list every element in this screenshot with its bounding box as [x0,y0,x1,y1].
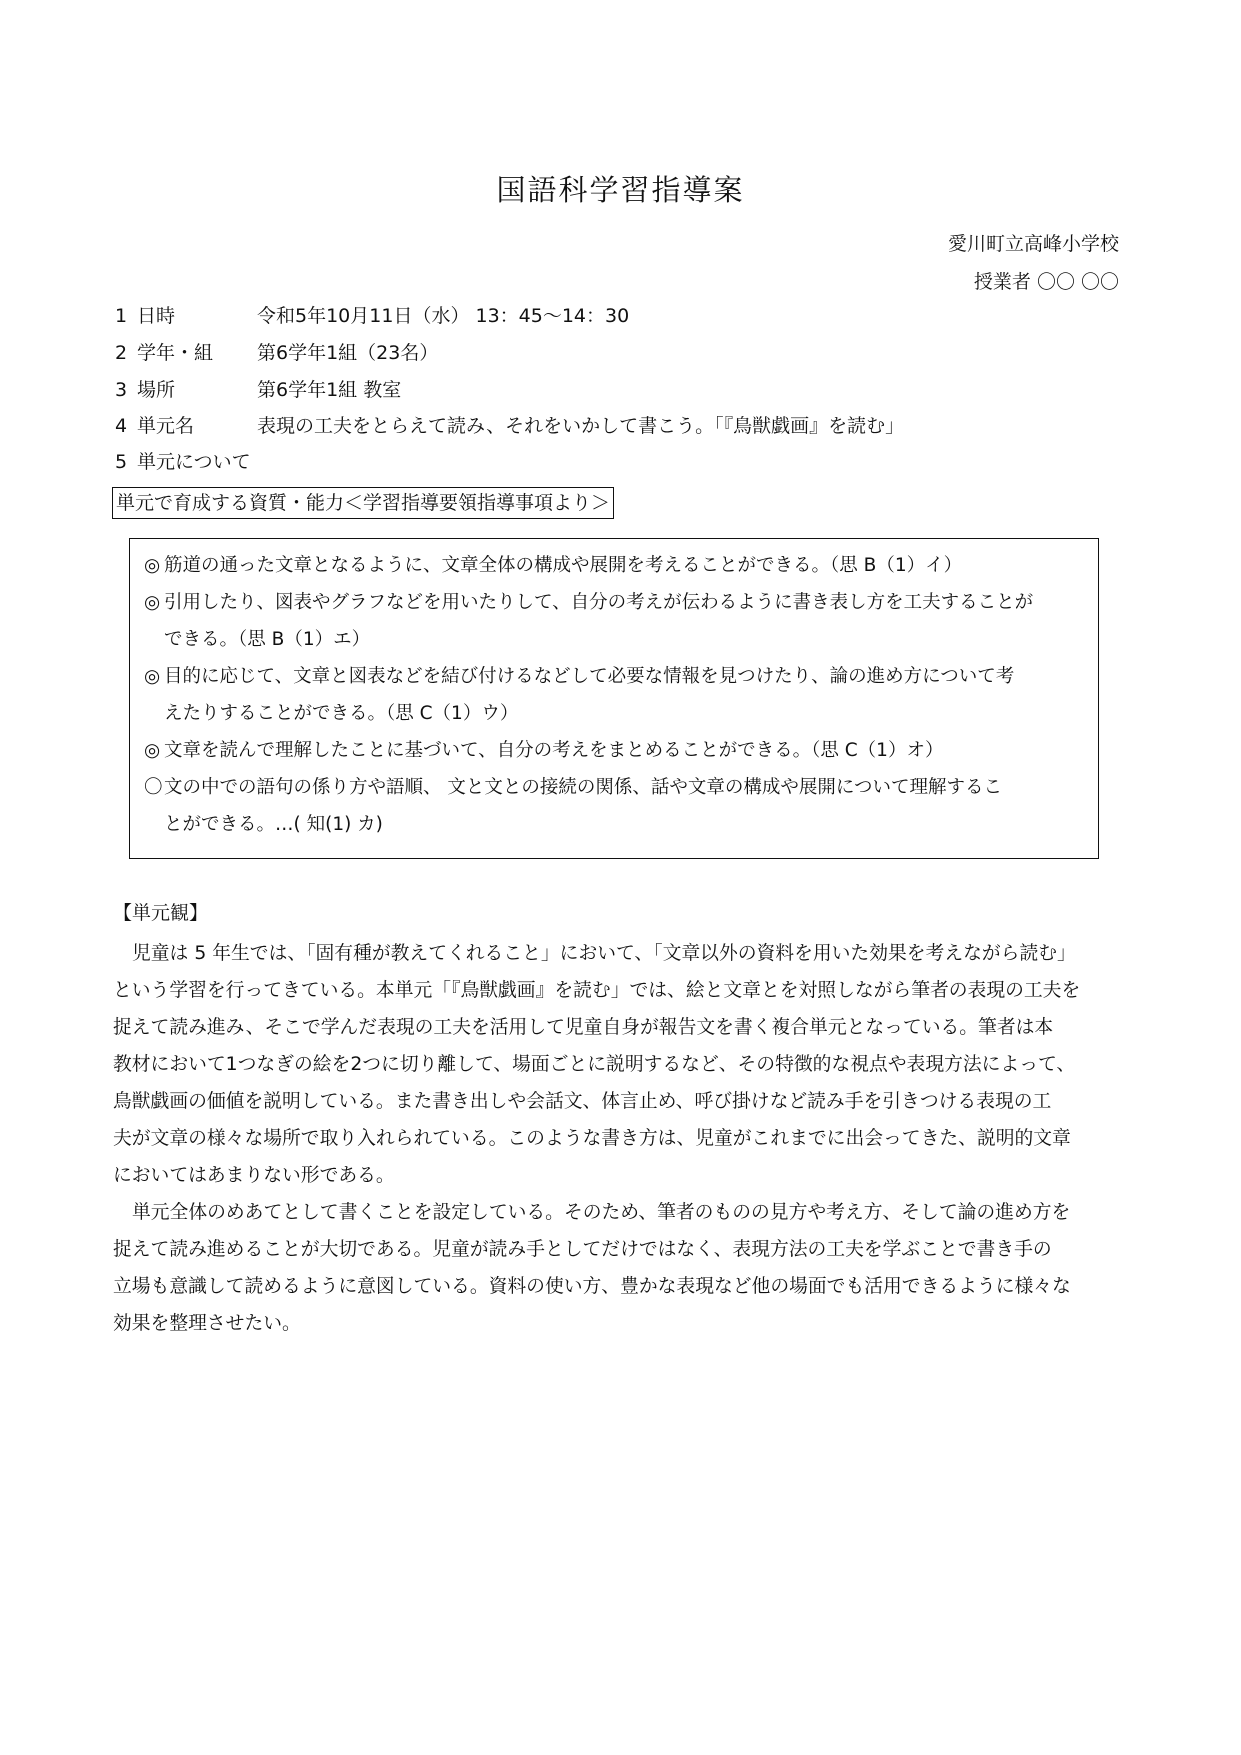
goal-text: 文の中での語句の係り方や語順、 文と文との接続の関係、話や文章の構成や展開について理解するこ [164,777,1003,798]
body-line: 効果を整理させたい。 [113,1313,301,1334]
goals-box [129,538,1099,859]
body-line: 立場も意識して読めるように意図している。資料の使い方、豊かな表現など他の場面でも活用できるように様々な [113,1276,1071,1297]
body-line: という学習を行ってきている。本単元「『鳥獣戯画』を読む」では、絵と文章とを対照しながら筆者の表現の工夫を [113,980,1081,1001]
body-line: 捉えて読み進み、そこで学んだ表現の工夫を活用して児童自身が報告文を書く複合単元となっている。筆者は本 [113,1017,1054,1038]
unit-view-body [113,935,1128,1342]
body-line: 単元全体のめあてとして書くことを設定している。そのため、筆者のものの見方や考え方、そして論の進め方を [132,1202,1071,1223]
info-row-grade [115,340,438,366]
section-unit-about [115,449,251,475]
teacher-name: 授業者 〇〇 〇〇 [973,271,1119,293]
body-line: においてはあまりない形である。 [113,1165,395,1186]
goal-item [144,658,1084,732]
goal-item [144,547,1084,584]
info-label: 日時 [137,305,176,327]
goal-item [144,732,1084,769]
goal-text-continued: できる。（思 B（1）エ） [164,629,371,650]
info-label: 学年・組 [137,342,214,364]
competency-heading: 単元で育成する資質・能力＜学習指導要領指導事項より＞ [112,487,614,519]
info-number: 4 [115,415,128,437]
info-number: 1 [115,305,128,327]
info-value: 表現の工夫をとらえて読み、それをいかして書こう。「『鳥獣戯画』を読む」 [257,415,905,437]
info-label: 場所 [137,379,176,401]
body-line: 教材において1つなぎの絵を2つに切り離して、場面ごとに説明するなど、その特徴的な視点や表現方法によって、 [113,1054,1076,1075]
goal-mark: ◎ [144,740,161,761]
goal-mark: ◎ [144,592,161,613]
goal-text-continued: とができる。…( 知(1) カ) [164,814,383,835]
info-row-place [115,377,401,403]
info-row-date [115,303,629,329]
body-line: 児童は 5 年生では、「固有種が教えてくれること」において、「文章以外の資料を用いた効果を考えながら読む」 [132,943,1076,964]
goal-mark: ◎ [144,666,161,687]
body-line: 鳥獣戯画の価値を説明している。また書き出しや会話文、体言止め、呼び掛けなど読み手を引きつける表現の工 [113,1091,1052,1112]
document-title: 国語科学習指導案 [496,173,745,207]
info-row-unit-name [115,413,904,439]
info-number: 3 [115,379,128,401]
goal-text-continued: えたりすることができる。（思 C（1）ウ） [164,703,519,724]
section-number: 5 [115,451,128,473]
info-label: 単元名 [137,415,195,437]
info-value: 第6学年1組（23名） [257,342,439,364]
goal-text: 文章を読んで理解したことに基づいて、自分の考えをまとめることができる。（思 C（1）オ） [164,740,944,761]
info-number: 2 [115,342,128,364]
body-line: 捉えて読み進めることが大切である。児童が読み手としてだけではなく、表現方法の工夫を学ぶことで書き手の [113,1239,1052,1260]
body-line: 夫が文章の様々な場所で取り入れられている。このような書き方は、児童がこれまでに出会ってきた、説明的文章 [113,1128,1071,1149]
goal-mark: 〇 [144,777,163,798]
goal-item [144,769,1084,843]
goal-item [144,584,1084,658]
school-name: 愛川町立高峰小学校 [947,233,1119,255]
info-value: 令和5年10月11日（水） 13：45～14：30 [257,305,630,327]
unit-view-heading: 【単元観】 [113,902,209,924]
goal-mark: ◎ [144,555,161,576]
info-value: 第6学年1組 教室 [257,379,402,401]
goal-text: 筋道の通った文章となるように、文章全体の構成や展開を考えることができる。（思 B（1）イ） [164,555,963,576]
goal-text: 目的に応じて、文章と図表などを結び付けるなどして必要な情報を見つけたり、論の進め方について考 [164,666,1015,687]
section-label: 単元について [137,451,251,473]
goal-text: 引用したり、図表やグラフなどを用いたりして、自分の考えが伝わるように書き表し方を工夫することが [164,592,1034,613]
